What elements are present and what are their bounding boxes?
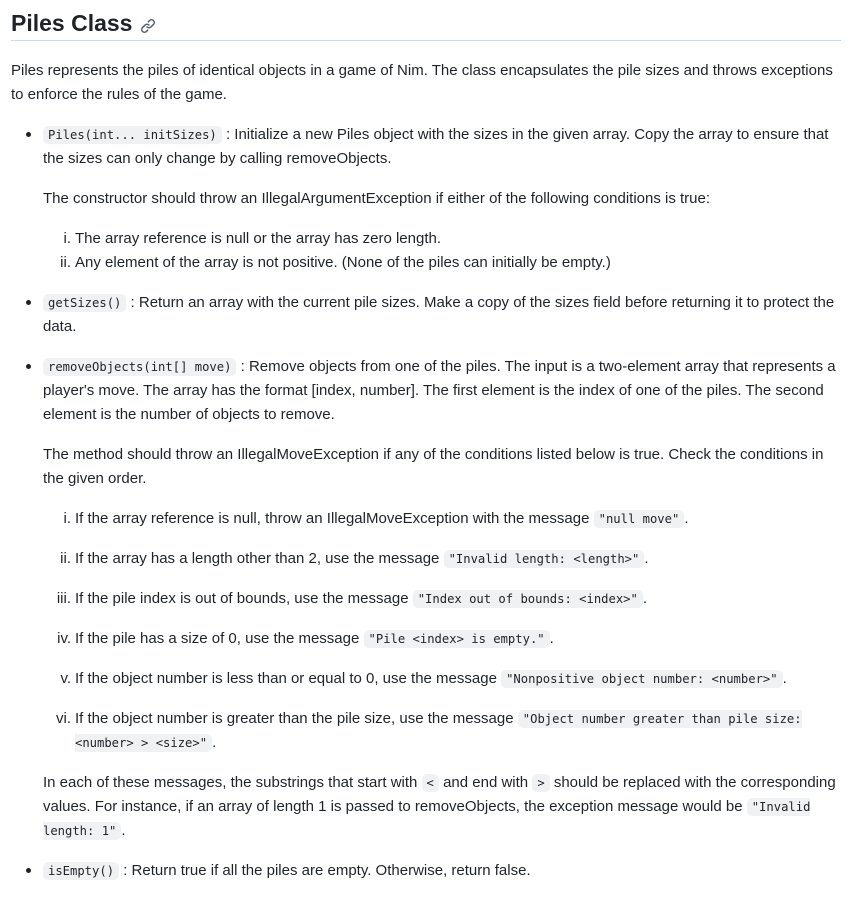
method-description: : Remove objects from one of the piles. The input is a two-element array that represents a player's move. The array has the format [index, number]. The first element is the index of one of the piles. The second element is the number of objects to remove. xyxy=(43,358,836,423)
list-end: . xyxy=(684,510,689,527)
inline-code: "Index out of bounds: <index>" xyxy=(413,590,643,608)
link-icon[interactable] xyxy=(140,18,156,34)
list-item xyxy=(56,707,841,755)
method-description: : Initialize a new Piles object with the sizes in the given array. Copy the array to ensure that the sizes can only change by calling removeObjects. xyxy=(43,126,829,167)
list-item xyxy=(57,627,841,651)
list-end: . xyxy=(212,734,217,751)
list-text: If the pile has a size of 0, use the message xyxy=(75,630,360,647)
list-number: v. xyxy=(60,670,71,687)
page-title xyxy=(11,0,841,41)
constructor-conditions-list xyxy=(43,227,841,275)
note-text: should be replaced with the corresponding values. For instance, if an array of length 1 is passed to removeObjects, the exception message would be xyxy=(43,774,836,815)
method-signature: Piles(int... initSizes) xyxy=(43,126,222,144)
inline-code: "Invalid length: 1" xyxy=(43,800,811,838)
list-number: i. xyxy=(63,510,71,527)
inline-code: "null move" xyxy=(594,510,685,528)
note-text: . xyxy=(121,822,126,839)
removeobjects-conditions-list xyxy=(43,507,841,755)
method-list xyxy=(11,123,841,883)
list-number: vi. xyxy=(56,710,71,727)
list-item xyxy=(60,547,841,571)
method-item-removeobjects xyxy=(43,355,841,843)
page-title-text: Piles Class xyxy=(11,10,133,36)
method-signature: isEmpty() xyxy=(43,862,119,880)
method-signature: removeObjects(int[] move) xyxy=(43,358,236,376)
inline-code: "Nonpositive object number: <number>" xyxy=(501,670,783,688)
list-text: If the object number is less than or equal to 0, use the message xyxy=(75,670,497,687)
list-text: If the array has a length other than 2, use the message xyxy=(75,550,440,567)
list-number: ii. xyxy=(60,254,71,271)
method-description: : Return true if all the piles are empty. Otherwise, return false. xyxy=(123,862,531,879)
list-item xyxy=(63,227,841,251)
note-text: In each of these messages, the substrings that start with xyxy=(43,774,418,791)
inline-code: < xyxy=(422,774,439,792)
document xyxy=(11,0,841,899)
removeobjects-conditions-intro: The method should throw an IllegalMoveException if any of the conditions listed below is true. Check the conditions in the given order. xyxy=(43,446,824,487)
list-text: The array reference is null or the array has zero length. xyxy=(75,230,442,247)
list-text: If the array reference is null, throw an IllegalMoveException with the message xyxy=(75,510,590,527)
method-item-isempty xyxy=(43,859,841,883)
method-item-constructor xyxy=(43,123,841,275)
method-signature: getSizes() xyxy=(43,294,126,312)
list-item xyxy=(60,667,841,691)
method-description: : Return an array with the current pile sizes. Make a copy of the sizes field before returning it to protect the data. xyxy=(43,294,835,335)
list-number: ii. xyxy=(60,550,71,567)
list-item xyxy=(63,507,841,531)
inline-code: "Pile <index> is empty." xyxy=(364,630,550,648)
message-substitution-note xyxy=(43,771,841,843)
constructor-conditions-intro: The constructor should throw an IllegalArgumentException if either of the following conditions is true: xyxy=(43,190,711,207)
list-end: . xyxy=(642,590,648,607)
list-number: iv. xyxy=(57,630,71,647)
list-number: iii. xyxy=(56,590,71,607)
list-text: If the object number is greater than the pile size, use the message xyxy=(75,710,514,727)
list-item xyxy=(56,587,841,611)
inline-code: "Invalid length: <length>" xyxy=(444,550,645,568)
list-item xyxy=(60,251,841,275)
note-text: and end with xyxy=(443,774,529,791)
list-text: Any element of the array is not positive. (None of the piles can initially be empty.) xyxy=(75,254,611,271)
list-text: If the pile index is out of bounds, use the message xyxy=(75,590,409,607)
list-end: . xyxy=(644,550,649,567)
inline-code: > xyxy=(532,774,549,792)
inline-code: "Object number greater than pile size: <number> > <size>" xyxy=(75,712,802,750)
intro-paragraph: Piles represents the piles of identical objects in a game of Nim. The class encapsulates the pile sizes and throws exceptions to enforce the rules of the game. xyxy=(11,62,833,103)
list-number: i. xyxy=(63,230,71,247)
list-end: . xyxy=(782,670,787,687)
list-end: . xyxy=(549,630,554,647)
method-item-getsizes xyxy=(43,291,841,339)
